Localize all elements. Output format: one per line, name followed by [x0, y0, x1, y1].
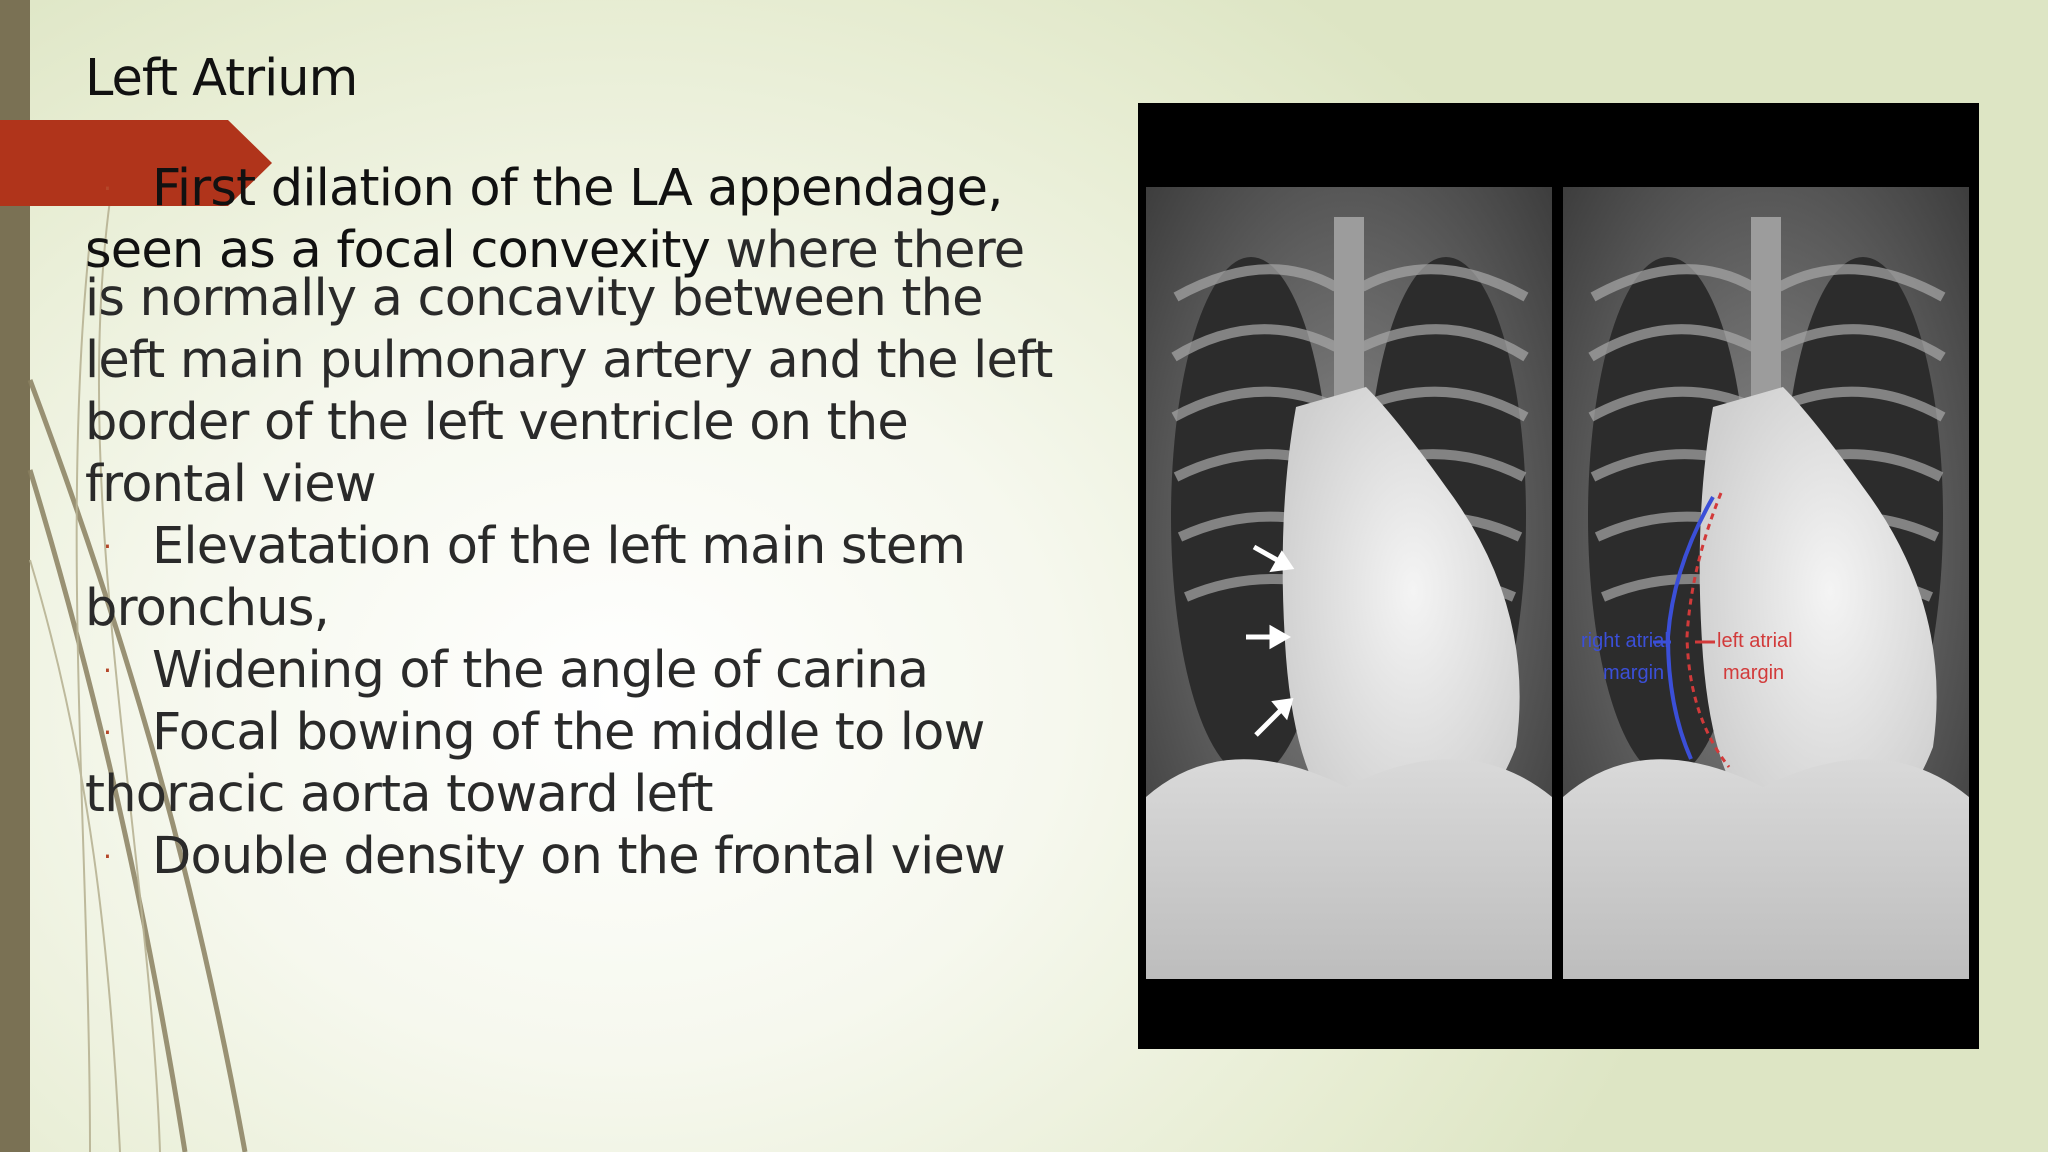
xray-drawing: [1563, 187, 1969, 979]
emphasis-text: seen as a focal convexity: [85, 221, 710, 280]
bullet-list: [85, 158, 1053, 888]
bullet-continuation: frontal view: [85, 455, 376, 514]
bullet-text: First dilation of the LA appendage,: [152, 159, 1003, 218]
bullet-continuation: left main pulmonary artery and the left: [85, 331, 1053, 390]
right-atrial-label: right atrial: [1581, 630, 1669, 652]
xray-panel-arrows: [1146, 187, 1552, 979]
bullet-dot-icon: ·: [103, 716, 112, 749]
bullet-continuation: is normally a concavity between the: [85, 269, 983, 328]
left-atrial-label-2: margin: [1723, 662, 1785, 684]
right-atrial-label-2: margin: [1603, 662, 1665, 684]
bullet-continuation: [85, 220, 1035, 280]
bullet-continuation: thoracic aorta toward left: [85, 765, 713, 824]
bullet-text: Focal bowing of the middle to low: [152, 703, 985, 762]
bullet-text: where there: [709, 221, 1025, 280]
bullet-text: Double density on the frontal view: [152, 827, 1005, 886]
bullet-dot-icon: ·: [103, 840, 112, 873]
bullet-item: [85, 702, 1035, 764]
bullet-text: Widening of the angle of carina: [152, 641, 929, 700]
xray-drawing: [1146, 187, 1552, 979]
bullet-item: [85, 158, 1035, 220]
bullet-dot-icon: ·: [103, 530, 112, 563]
bullet-text: Elevatation of the left main stem: [152, 517, 966, 576]
bullet-item: [85, 640, 1035, 702]
bullet-item: [85, 826, 1035, 888]
bullet-continuation: border of the left ventricle on the: [85, 393, 908, 452]
xray-panel-annotated: [1563, 187, 1969, 979]
bullet-item: [85, 516, 1035, 578]
bullet-dot-icon: ·: [103, 172, 112, 205]
slide-title: Left Atrium: [85, 49, 358, 108]
bullet-continuation: bronchus,: [85, 579, 330, 638]
chest-xray-image: [1138, 103, 1979, 1049]
bullet-dot-icon: ·: [103, 654, 112, 687]
left-atrial-label: left atrial: [1717, 630, 1793, 652]
